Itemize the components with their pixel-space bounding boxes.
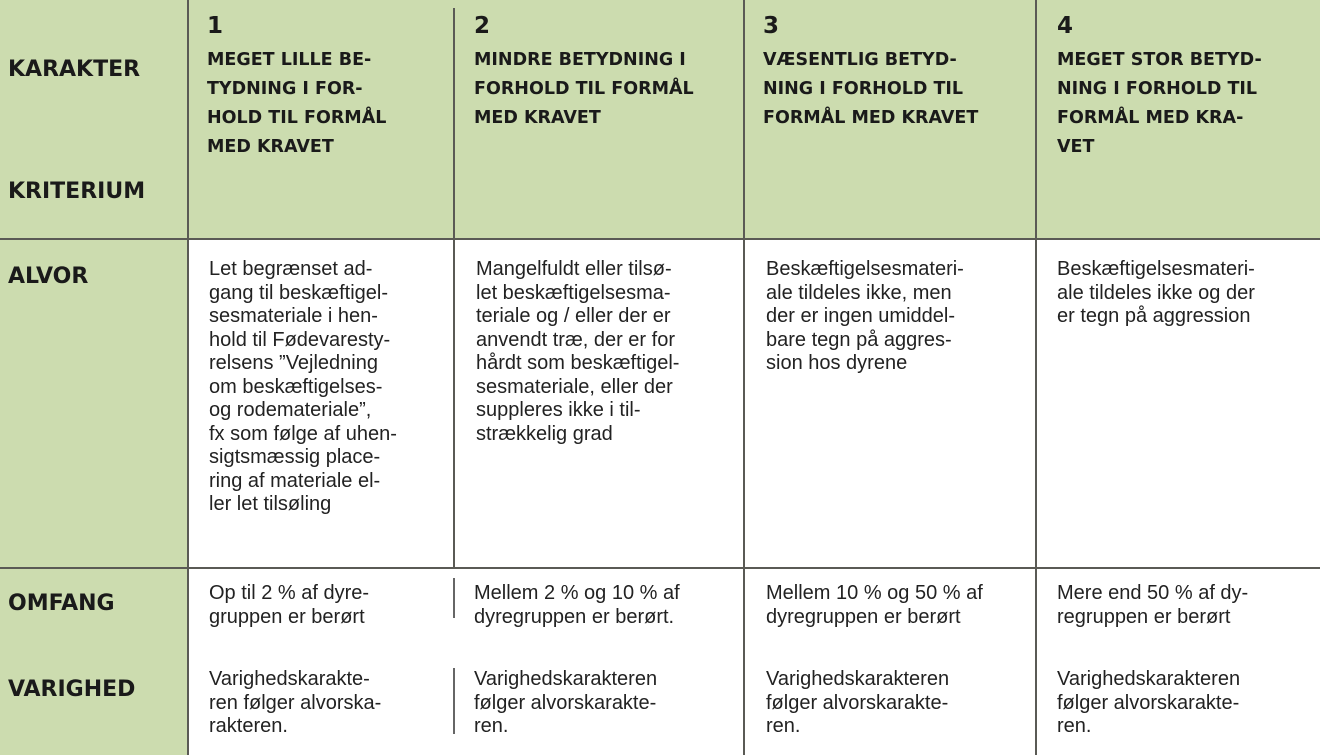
varighed-label: VARIGHED: [8, 677, 136, 702]
varighed-cell: Varighedskarakte- ren følger alvorska- rakteren.: [209, 668, 382, 737]
column-title: VÆSENTLIG BETYD- NING I FORHOLD TIL FORMÅL MED KRAVET: [763, 50, 979, 128]
omfang-cell: Op til 2 % af dyre- gruppen er berørt: [209, 582, 370, 628]
omfang-cell: Mellem 2 % og 10 % af dyregruppen er berørt.: [474, 582, 680, 628]
column-title: MEGET STOR BETYD- NING I FORHOLD TIL FORMÅL MED KRA- VET: [1057, 50, 1262, 157]
varighed-cell: Varighedskarakteren følger alvorskarakte- ren.: [766, 668, 950, 737]
grid-line: [453, 668, 455, 734]
grid-line: [0, 238, 1320, 240]
omfang-cell: Mere end 50 % af dy- regruppen er berørt: [1057, 582, 1249, 628]
alvor-cell: Beskæftigelsesmateri- ale tildeles ikke og der er tegn på aggression: [1057, 258, 1255, 327]
omfang-label: OMFANG: [8, 591, 115, 616]
grid-line: [743, 0, 745, 755]
alvor-cell: Beskæftigelsesmateri- ale tildeles ikke, men der er ingen umiddel- bare tegn på aggres- sion hos dyrene: [766, 258, 964, 374]
varighed-cell: Varighedskarakteren følger alvorskarakte- ren.: [1057, 668, 1241, 737]
grid-line: [453, 578, 455, 618]
grid-line: [1035, 0, 1037, 755]
column-number: 2: [474, 13, 491, 39]
column-number: 3: [763, 13, 780, 39]
label-column-background: [0, 0, 187, 755]
column-title: MEGET LILLE BE- TYDNING I FOR- HOLD TIL FORMÅL MED KRAVET: [207, 50, 387, 157]
grid-line: [0, 567, 1320, 569]
karakter-label: KARAKTER: [8, 57, 141, 82]
alvor-cell: Mangelfuldt eller tilsø- let beskæftigelsesma- teriale og / eller der er anvendt træ, der er for hårdt som beskæftigel- sesmateriale, eller der suppleres ikke i til- strækkelig grad: [476, 258, 680, 445]
grid-line: [453, 240, 455, 567]
omfang-cell: Mellem 10 % og 50 % af dyregruppen er berørt: [766, 582, 983, 628]
column-number: 4: [1057, 13, 1074, 39]
grid-line: [187, 0, 189, 755]
grid-line: [453, 8, 455, 238]
column-number: 1: [207, 13, 224, 39]
varighed-cell: Varighedskarakteren følger alvorskarakte- ren.: [474, 668, 658, 737]
alvor-label: ALVOR: [8, 264, 89, 289]
kriterium-label: KRITERIUM: [8, 179, 146, 204]
alvor-cell: Let begrænset ad- gang til beskæftigel- sesmateriale i hen- hold til Fødevaresty- relsens ”Vejledning om beskæftigelses- og rodemateriale”, fx som følge af uhen- sigtsmæssig place- ring af materiale el- ler let tilsøling: [209, 258, 397, 515]
column-title: MINDRE BETYDNING I FORHOLD TIL FORMÅL MED KRAVET: [474, 50, 694, 128]
